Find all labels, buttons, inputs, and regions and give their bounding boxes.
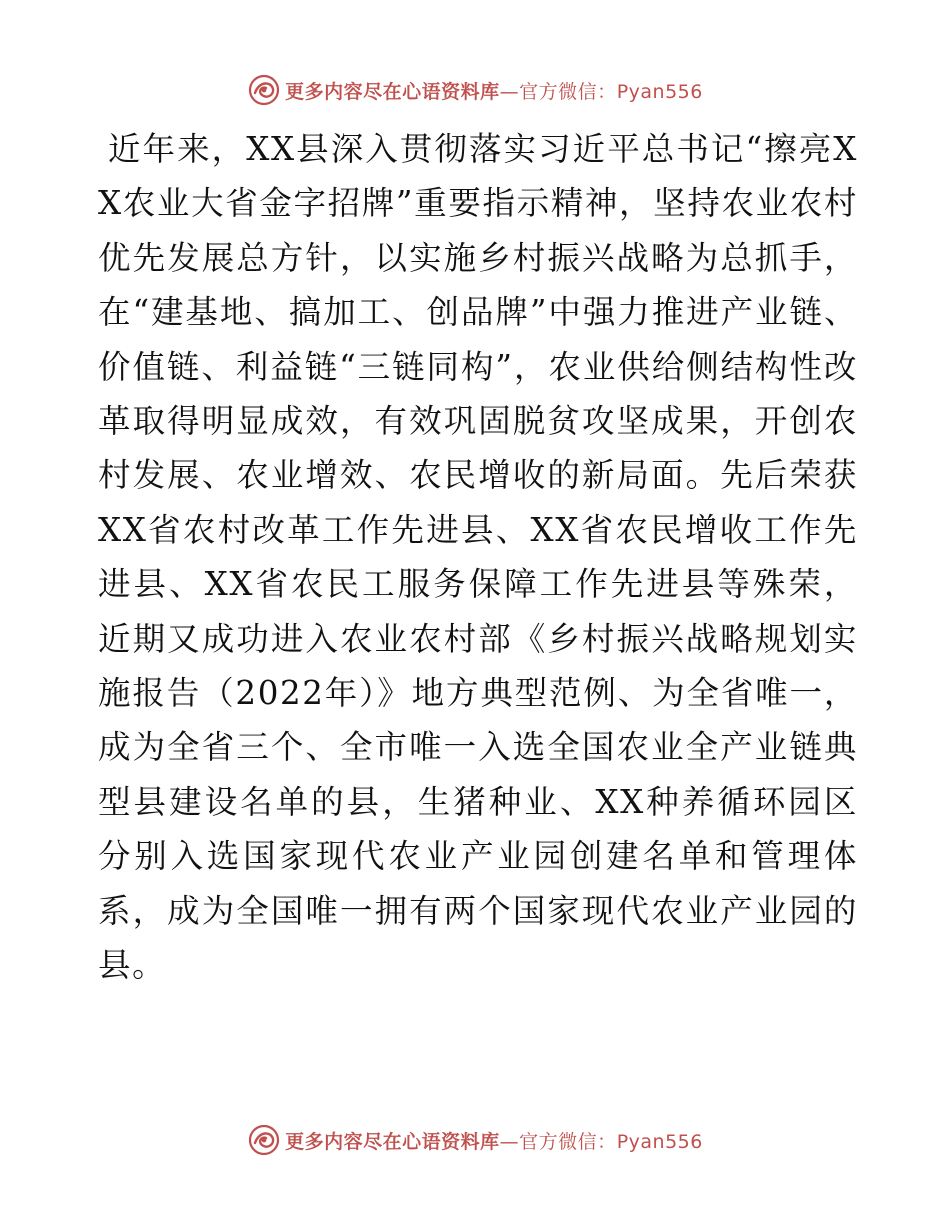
swirl-logo-icon	[247, 1123, 281, 1157]
body-paragraph: 近年来，XX县深入贯彻落实习近平总书记“擦亮XX农业大省金字招牌”重要指示精神，坚持农业农村优先发展总方针，以实施乡村振兴战略为总抓手，在“建基地、搞加工、创品牌”中强力推进产业链、价值链、利益链“三链同构”，农业供给侧结构性改革取得明显成效，有效巩固脱贫攻坚成果，开创农村发展、农业增效、农民增收的新局面。先后荣获XX省农村改革工作先进县、XX省农民增收工作先进县、XX省农民工服务保障工作先进县等殊荣，近期又成功进入农业农村部《乡村振兴战略规划实施报告（2022年）》地方典型范例、为全省唯一，成为全省三个、全市唯一入选全国农业全产业链典型县建设名单的县，生猪种业、XX种养循环园区分别入选国家现代农业产业园创建名单和管理体系，成为全国唯一拥有两个国家现代农业产业园的县。	[98, 130, 858, 985]
header-watermark	[0, 70, 950, 110]
footer-watermark-text	[285, 1127, 703, 1154]
header-wechat-id: Pyan556	[616, 80, 703, 103]
header-brand-text: 更多内容尽在心语资料库	[285, 80, 500, 103]
footer-brand-text: 更多内容尽在心语资料库	[285, 1130, 500, 1153]
header-separator: —	[499, 80, 520, 103]
header-watermark-text	[285, 77, 703, 104]
document-body	[98, 122, 858, 993]
footer-wechat-id: Pyan556	[616, 1130, 703, 1153]
footer-wechat-label: 官方微信：	[519, 1130, 617, 1153]
footer-separator: —	[499, 1130, 520, 1153]
header-wechat-label: 官方微信：	[519, 80, 617, 103]
swirl-logo-icon	[247, 73, 281, 107]
footer-watermark	[0, 1120, 950, 1160]
